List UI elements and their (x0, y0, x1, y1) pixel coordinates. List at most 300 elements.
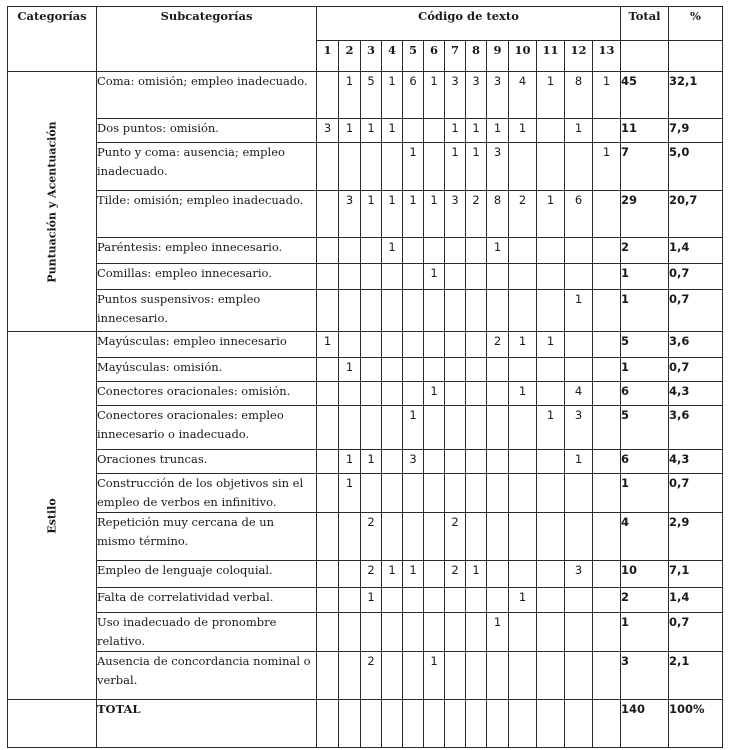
subcategory-label: Conectores oracionales: empleo innecesario o inadecuado. (97, 406, 317, 450)
code-count-cell (339, 561, 361, 588)
row-total: 29 (621, 191, 669, 238)
code-count-cell: 3 (466, 72, 487, 119)
code-count-cell (466, 332, 487, 358)
code-count-cell (382, 358, 403, 382)
code-count-cell (593, 450, 621, 474)
header-code-9: 9 (487, 41, 509, 72)
code-count-cell (509, 513, 537, 561)
code-count-cell (445, 474, 466, 513)
code-count-cell (403, 358, 424, 382)
code-count-cell (424, 588, 445, 613)
code-count-cell: 1 (487, 613, 509, 652)
code-count-cell: 1 (509, 119, 537, 143)
row-percent: 0,7 (669, 474, 723, 513)
code-count-cell (593, 382, 621, 406)
code-count-cell (593, 588, 621, 613)
code-count-cell: 1 (466, 143, 487, 191)
code-count-cell: 6 (565, 191, 593, 238)
code-count-cell (424, 290, 445, 332)
code-count-cell: 2 (361, 652, 382, 700)
code-count-cell (487, 290, 509, 332)
code-count-cell: 1 (361, 191, 382, 238)
code-count-cell (317, 652, 339, 700)
row-total: 7 (621, 143, 669, 191)
row-percent: 20,7 (669, 191, 723, 238)
total-code-blank (403, 700, 424, 748)
code-count-cell (509, 264, 537, 290)
row-total: 1 (621, 358, 669, 382)
code-count-cell (339, 332, 361, 358)
code-count-cell (361, 358, 382, 382)
row-percent: 0,7 (669, 290, 723, 332)
subcategory-label: Empleo de lenguaje coloquial. (97, 561, 317, 588)
row-total: 6 (621, 450, 669, 474)
code-count-cell: 3 (565, 561, 593, 588)
code-count-cell (317, 358, 339, 382)
code-count-cell (593, 613, 621, 652)
row-percent: 7,1 (669, 561, 723, 588)
total-code-blank (487, 700, 509, 748)
table-row (8, 561, 723, 588)
code-count-cell: 3 (487, 72, 509, 119)
code-count-cell: 1 (317, 332, 339, 358)
code-count-cell (339, 264, 361, 290)
code-count-cell (382, 332, 403, 358)
code-count-cell: 1 (509, 332, 537, 358)
code-count-cell (466, 613, 487, 652)
row-total: 10 (621, 561, 669, 588)
code-count-cell (317, 406, 339, 450)
subcategory-label: Dos puntos: omisión. (97, 119, 317, 143)
code-count-cell: 1 (403, 406, 424, 450)
code-count-cell: 5 (361, 72, 382, 119)
code-count-cell (537, 613, 565, 652)
table-row (8, 332, 723, 358)
code-count-cell (317, 613, 339, 652)
code-count-cell: 3 (445, 191, 466, 238)
code-count-cell (487, 513, 509, 561)
code-count-cell (317, 290, 339, 332)
total-code-blank (537, 700, 565, 748)
header-code-5: 5 (403, 41, 424, 72)
total-code-blank (593, 700, 621, 748)
table-row (8, 191, 723, 238)
code-count-cell (382, 652, 403, 700)
subcategory-label: Repetición muy cercana de un mismo término. (97, 513, 317, 561)
code-count-cell (424, 119, 445, 143)
row-percent: 3,6 (669, 332, 723, 358)
row-percent: 0,7 (669, 613, 723, 652)
row-total: 1 (621, 613, 669, 652)
table-row (8, 450, 723, 474)
code-count-cell (593, 264, 621, 290)
code-count-cell: 1 (537, 191, 565, 238)
code-count-cell (466, 264, 487, 290)
row-total: 45 (621, 72, 669, 119)
code-count-cell: 3 (565, 406, 593, 450)
header-code-3: 3 (361, 41, 382, 72)
code-count-cell: 8 (565, 72, 593, 119)
code-count-cell: 1 (339, 72, 361, 119)
code-count-cell (339, 143, 361, 191)
code-count-cell: 1 (424, 191, 445, 238)
code-count-cell (339, 382, 361, 406)
header-codigo-de-texto: Código de texto (317, 7, 621, 41)
code-count-cell (537, 450, 565, 474)
code-count-cell: 1 (361, 588, 382, 613)
code-count-cell (317, 238, 339, 264)
code-count-cell (509, 474, 537, 513)
code-count-cell (382, 382, 403, 406)
code-count-cell: 1 (361, 119, 382, 143)
code-count-cell (382, 264, 403, 290)
code-count-cell (317, 382, 339, 406)
total-code-blank (565, 700, 593, 748)
code-count-cell (445, 290, 466, 332)
code-count-cell (424, 474, 445, 513)
code-count-cell: 1 (382, 191, 403, 238)
table-row (8, 474, 723, 513)
code-count-cell (509, 561, 537, 588)
code-count-cell: 1 (361, 450, 382, 474)
code-count-cell (445, 406, 466, 450)
code-count-cell: 2 (466, 191, 487, 238)
subcategory-label: Paréntesis: empleo innecesario. (97, 238, 317, 264)
code-count-cell: 1 (466, 119, 487, 143)
subcategory-label: Construcción de los objetivos sin el empleo de verbos en infinitivo. (97, 474, 317, 513)
code-count-cell: 1 (565, 290, 593, 332)
code-count-cell: 1 (403, 191, 424, 238)
code-count-cell (424, 143, 445, 191)
code-count-cell (593, 474, 621, 513)
code-count-cell (593, 406, 621, 450)
code-count-cell (403, 382, 424, 406)
code-count-cell: 4 (509, 72, 537, 119)
code-count-cell (424, 406, 445, 450)
code-count-cell: 2 (509, 191, 537, 238)
code-count-cell: 1 (466, 561, 487, 588)
code-count-cell (537, 290, 565, 332)
code-count-cell (339, 513, 361, 561)
code-count-cell (487, 588, 509, 613)
category-cell (8, 332, 97, 700)
code-count-cell (424, 450, 445, 474)
header-code-13: 13 (593, 41, 621, 72)
code-count-cell: 8 (487, 191, 509, 238)
category-label: Puntuación y Acentuación (45, 120, 59, 283)
code-count-cell (317, 450, 339, 474)
code-count-cell (445, 264, 466, 290)
row-percent: 1,4 (669, 588, 723, 613)
row-total: 6 (621, 382, 669, 406)
code-count-cell (339, 290, 361, 332)
header-code-4: 4 (382, 41, 403, 72)
code-count-cell (361, 382, 382, 406)
code-count-cell: 1 (424, 72, 445, 119)
total-code-blank (509, 700, 537, 748)
code-count-cell: 1 (537, 72, 565, 119)
table-row (8, 358, 723, 382)
subcategory-label: Tilde: omisión; empleo inadecuado. (97, 191, 317, 238)
table-row (8, 264, 723, 290)
code-count-cell: 1 (339, 119, 361, 143)
code-count-cell (317, 72, 339, 119)
code-count-cell: 1 (382, 119, 403, 143)
total-code-blank (445, 700, 466, 748)
code-count-cell (565, 613, 593, 652)
code-count-cell (317, 191, 339, 238)
subcategory-label: Punto y coma: ausencia; empleo inadecuado. (97, 143, 317, 191)
total-category-blank (8, 700, 97, 748)
total-code-blank (424, 700, 445, 748)
row-total: 2 (621, 588, 669, 613)
code-count-cell (565, 474, 593, 513)
code-count-cell (593, 561, 621, 588)
code-count-cell: 1 (537, 332, 565, 358)
code-count-cell (509, 613, 537, 652)
table-row (8, 143, 723, 191)
code-count-cell (382, 474, 403, 513)
code-count-cell (565, 513, 593, 561)
code-count-cell (537, 358, 565, 382)
code-count-cell (361, 264, 382, 290)
code-count-cell (593, 513, 621, 561)
row-total: 5 (621, 406, 669, 450)
code-count-cell (466, 513, 487, 561)
code-count-cell (537, 513, 565, 561)
table-row (8, 238, 723, 264)
code-count-cell: 1 (339, 474, 361, 513)
row-percent: 3,6 (669, 406, 723, 450)
header-percent-blank (669, 41, 723, 72)
code-count-cell (382, 613, 403, 652)
code-count-cell (593, 191, 621, 238)
header-code-12: 12 (565, 41, 593, 72)
code-count-cell (361, 474, 382, 513)
row-total: 1 (621, 290, 669, 332)
code-count-cell (382, 143, 403, 191)
code-count-cell: 1 (445, 119, 466, 143)
code-count-cell (424, 332, 445, 358)
code-count-cell (361, 613, 382, 652)
header-code-1: 1 (317, 41, 339, 72)
code-count-cell (403, 474, 424, 513)
code-count-cell (537, 238, 565, 264)
code-count-cell (403, 652, 424, 700)
code-count-cell (509, 238, 537, 264)
code-count-cell: 2 (361, 513, 382, 561)
code-count-cell (487, 450, 509, 474)
code-count-cell (445, 358, 466, 382)
total-code-blank (361, 700, 382, 748)
code-count-cell (424, 561, 445, 588)
code-count-cell (565, 652, 593, 700)
code-count-cell (565, 588, 593, 613)
code-count-cell (565, 264, 593, 290)
row-total: 4 (621, 513, 669, 561)
code-count-cell (537, 382, 565, 406)
code-count-cell (339, 613, 361, 652)
code-count-cell (537, 143, 565, 191)
table-header (8, 7, 723, 72)
code-count-cell (445, 588, 466, 613)
code-count-cell: 3 (445, 72, 466, 119)
code-count-cell: 1 (339, 450, 361, 474)
code-count-cell: 1 (445, 143, 466, 191)
code-count-cell: 3 (487, 143, 509, 191)
code-count-cell: 4 (565, 382, 593, 406)
code-count-cell (466, 382, 487, 406)
code-count-cell (317, 588, 339, 613)
row-percent: 0,7 (669, 358, 723, 382)
table-row (8, 513, 723, 561)
code-count-cell (537, 652, 565, 700)
table-body (8, 72, 723, 748)
row-total: 1 (621, 474, 669, 513)
code-count-cell (403, 119, 424, 143)
total-code-blank (382, 700, 403, 748)
code-count-cell (317, 474, 339, 513)
code-count-cell (403, 238, 424, 264)
subcategory-label: Falta de correlatividad verbal. (97, 588, 317, 613)
code-count-cell: 1 (382, 238, 403, 264)
code-count-cell: 1 (403, 143, 424, 191)
code-count-cell (317, 561, 339, 588)
code-count-cell (487, 474, 509, 513)
code-count-cell (339, 238, 361, 264)
code-count-cell (361, 332, 382, 358)
code-count-cell (382, 588, 403, 613)
code-count-cell (339, 652, 361, 700)
header-code-10: 10 (509, 41, 537, 72)
code-count-cell (361, 406, 382, 450)
code-count-cell (466, 474, 487, 513)
code-count-cell (403, 613, 424, 652)
code-count-cell: 1 (424, 264, 445, 290)
code-count-cell (361, 238, 382, 264)
code-count-cell (361, 143, 382, 191)
code-count-cell (317, 513, 339, 561)
code-count-cell (445, 450, 466, 474)
code-count-cell (593, 119, 621, 143)
header-total: Total (621, 7, 669, 41)
header-code-11: 11 (537, 41, 565, 72)
code-count-cell (382, 290, 403, 332)
subcategory-label: Coma: omisión; empleo inadecuado. (97, 72, 317, 119)
code-count-cell (403, 264, 424, 290)
code-count-cell (445, 652, 466, 700)
row-total: 11 (621, 119, 669, 143)
code-count-cell (403, 332, 424, 358)
code-count-cell (466, 358, 487, 382)
code-count-cell: 1 (339, 358, 361, 382)
code-count-cell (509, 652, 537, 700)
code-count-cell: 1 (424, 652, 445, 700)
code-count-cell (424, 513, 445, 561)
code-count-cell (487, 358, 509, 382)
code-count-cell: 1 (382, 561, 403, 588)
code-count-cell (537, 561, 565, 588)
total-code-blank (466, 700, 487, 748)
code-count-cell (424, 358, 445, 382)
code-count-cell (537, 264, 565, 290)
header-code-8: 8 (466, 41, 487, 72)
code-count-cell (509, 290, 537, 332)
header-code-6: 6 (424, 41, 445, 72)
table-row (8, 652, 723, 700)
code-count-cell (565, 358, 593, 382)
header-categorias: Categorías (8, 7, 97, 72)
category-cell (8, 72, 97, 332)
row-percent: 2,9 (669, 513, 723, 561)
code-count-cell (382, 406, 403, 450)
code-count-cell (487, 561, 509, 588)
row-percent: 7,9 (669, 119, 723, 143)
code-count-cell (487, 652, 509, 700)
code-count-cell (445, 332, 466, 358)
subcategory-label: Puntos suspensivos: empleo innecesario. (97, 290, 317, 332)
code-count-cell (593, 358, 621, 382)
code-count-cell (445, 613, 466, 652)
code-count-cell: 3 (339, 191, 361, 238)
row-total: 2 (621, 238, 669, 264)
code-count-cell (466, 588, 487, 613)
code-count-cell: 2 (445, 513, 466, 561)
table-row (8, 290, 723, 332)
subcategory-label: Oraciones truncas. (97, 450, 317, 474)
code-count-cell (537, 119, 565, 143)
code-count-cell: 1 (593, 72, 621, 119)
code-count-cell (382, 450, 403, 474)
table-row (8, 588, 723, 613)
row-percent: 1,4 (669, 238, 723, 264)
code-count-cell (403, 588, 424, 613)
code-count-cell: 2 (361, 561, 382, 588)
code-count-cell: 2 (487, 332, 509, 358)
total-code-blank (317, 700, 339, 748)
code-count-cell: 6 (403, 72, 424, 119)
code-count-cell: 1 (509, 588, 537, 613)
code-count-cell (466, 450, 487, 474)
code-count-cell (339, 588, 361, 613)
code-count-cell: 1 (565, 119, 593, 143)
code-count-cell (361, 290, 382, 332)
code-count-cell (403, 513, 424, 561)
subcategory-label: Mayúsculas: omisión. (97, 358, 317, 382)
code-count-cell (565, 238, 593, 264)
code-count-cell: 1 (424, 382, 445, 406)
code-count-cell (593, 238, 621, 264)
code-count-cell (509, 143, 537, 191)
subcategory-label: Ausencia de concordancia nominal o verbal. (97, 652, 317, 700)
code-count-cell (593, 332, 621, 358)
code-count-cell (466, 406, 487, 450)
code-count-cell (403, 290, 424, 332)
code-count-cell: 1 (403, 561, 424, 588)
code-count-cell: 3 (403, 450, 424, 474)
code-count-cell (445, 382, 466, 406)
code-count-cell (339, 406, 361, 450)
code-count-cell (487, 406, 509, 450)
code-count-cell (565, 143, 593, 191)
row-total: 1 (621, 264, 669, 290)
table-row (8, 72, 723, 119)
code-count-cell: 1 (509, 382, 537, 406)
header-row-1 (8, 7, 723, 41)
code-count-cell: 1 (593, 143, 621, 191)
code-count-cell (593, 290, 621, 332)
code-count-cell (466, 290, 487, 332)
